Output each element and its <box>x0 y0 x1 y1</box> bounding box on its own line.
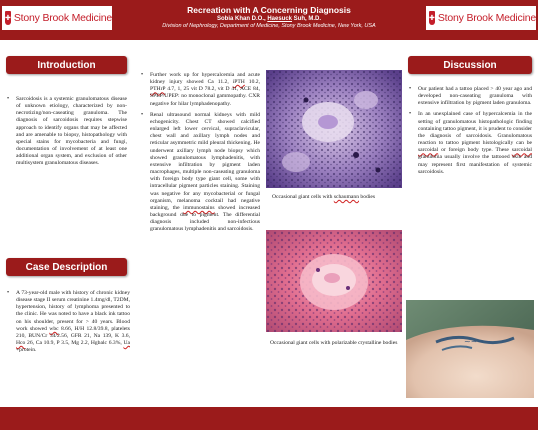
case-text-1: A 73-year-old male with history of chronic kidney disease stage II serum creatinine 1.4mg/dl, T2DM, hypertension, history of lymphoma presented to the clinic. He was noted to have a black ink tattoo on his shoulder, present for > 40 years. Blood work showed <box>16 290 130 332</box>
case-hco: Hco <box>16 340 26 347</box>
shield-icon: ✚ <box>5 11 11 25</box>
histology-image-2-svg <box>266 230 402 332</box>
figure-caption-2: Occasional giant cells with polarizable crystalline bodies <box>270 340 398 346</box>
stony-brook-logo-right <box>426 6 536 30</box>
poster-affiliation: Division of Nephrology, Department of Medicine, Stony Brook Medicine, New York, USA <box>162 23 376 29</box>
workup-2b: showed increased background due to pigment. The differential diagnosis included non-infectious granulomatous lymphadenitis and sarcoidosis. <box>150 204 260 233</box>
stony-brook-logo-left <box>2 6 112 30</box>
discussion-text <box>408 86 532 180</box>
discussion-sarcoidal-2: sarcoidal <box>511 147 532 154</box>
case-text-4: +protein. <box>16 347 37 354</box>
logo-text-left: Stony Brook Medicine <box>13 12 113 24</box>
case-wbc: wbc <box>49 325 59 332</box>
caption-1b: bodies <box>359 194 376 200</box>
workup-immunostains: immunostains <box>183 204 215 211</box>
workup-text <box>140 72 260 237</box>
discussion-2c: granuloma usually involve the tattooed skin and may represent first manifestation of systemic sarcoidosis. <box>418 154 532 175</box>
authors-suffix: Suh, M.D. <box>292 16 322 22</box>
histology-image-2 <box>266 230 402 332</box>
workup-bullet-2 <box>140 112 260 234</box>
poster-authors <box>120 15 418 23</box>
introduction-text <box>6 96 127 172</box>
discussion-bullet-2 <box>408 111 532 175</box>
workup-1a: Further work up for hypercalcemia and acute kidney injury showed Ca 11.2, <box>150 72 260 86</box>
workup-1b: 10.2, <box>244 79 260 86</box>
case-text-2: 8.66, H/H 12.8/39.8, platelets 210, BUN/Cr 34/2.56, GFR 21, Na 139, K 3.6, <box>16 325 130 339</box>
case-ua: Ua <box>123 340 130 347</box>
authors-underlined: Haesuck <box>267 16 293 22</box>
discussion-2b: or foreign body type. These <box>438 147 512 154</box>
histology-image-1 <box>266 70 402 188</box>
workup-pthrp: PTHrP <box>150 86 166 93</box>
figure-caption-1 <box>272 194 402 201</box>
logo-text-right: Stony Brook Medicine <box>437 12 537 24</box>
discussion-sarcoidal-1: sarcoidal <box>418 147 439 154</box>
shield-icon: ✚ <box>429 11 435 25</box>
introduction-heading: Introduction <box>6 56 127 74</box>
caption-schaumann: schaumann <box>333 194 359 200</box>
introduction-bullet: • Sarcoidosis is a systemic granulomatous disease of unknown etiology, characterized by non-necrotizing/non-caseating granuloma. The diagnosis of sarcoidosis requires stepwise approach to identify organs that may be affected and are amenable to biopsy, histopathology with special stains for mycobacteria and fungi, documentation of involvement of at least one additional organ system, and exclusion of other multisystem granulomatous diseases. <box>6 96 127 168</box>
tattoo-mark: ~~~~ <box>464 337 491 346</box>
case-description-text <box>6 290 130 358</box>
tattoo-photo-svg <box>406 300 534 398</box>
footer-band <box>0 407 538 430</box>
tattoo-photo <box>406 300 534 398</box>
workup-1c: 4.7, 1, 25 vit D 78.2, vit D 41, ACE 84, SPEP/UPEP: no monoclonal gammopathy. CXR negative for hilar lymphadenopathy. <box>150 86 260 107</box>
discussion-bullet-1: • Our patient had a tattoo placed > 40 year ago and developed non-caseating granuloma with extensive infiltration by pigment laden granuloma. <box>408 86 532 107</box>
workup-2a: Renal ultrasound normal kidneys with mild echogenicity. Chest CT showed calcified enlarged left lower cervical, supraclavicular, chest wall and axillary lymph nodes and reticular asymmetric mild pleural thickening. He underwent axillary lymph node biopsy which showed granulomatous lymphadenitis, with extensive infiltration by pigment laden macrophages, multiple non-caseating granuloma with foreign body type giant cell, some with intracellular pigment particles staining. Staining was negative for any mycobacterial or fungal organism, melanoma cocktail had negative staining, the <box>150 111 260 211</box>
discussion-2a: In an unexplained case of hypercalcemia in the setting of granulomatous histopathologic finding containing tattoo pigment, it is prudent to consider the diagnosis of sarcoidosis. Granulomatous reaction to tattoo pigment histologically can be <box>418 111 532 147</box>
discussion-heading: Discussion <box>408 56 532 74</box>
header-band <box>0 0 538 40</box>
workup-ipth: iPTH <box>232 79 245 86</box>
case-bullet <box>6 290 130 354</box>
case-text-3: 26, Ca 10.9, P 3.5, Mg 2.2, Hgbalc 6.3%, <box>25 340 124 347</box>
caption-1a: Occasional giant cells with <box>272 194 334 200</box>
poster-title: Recreation with A Concerning Diagnosis <box>187 5 351 15</box>
title-block <box>120 5 418 30</box>
authors-prefix: Sobia Khan D.O., <box>216 16 268 22</box>
case-description-heading: Case Description <box>6 258 127 276</box>
histology-image-1-svg <box>266 70 402 188</box>
workup-bullet-1 <box>140 72 260 108</box>
